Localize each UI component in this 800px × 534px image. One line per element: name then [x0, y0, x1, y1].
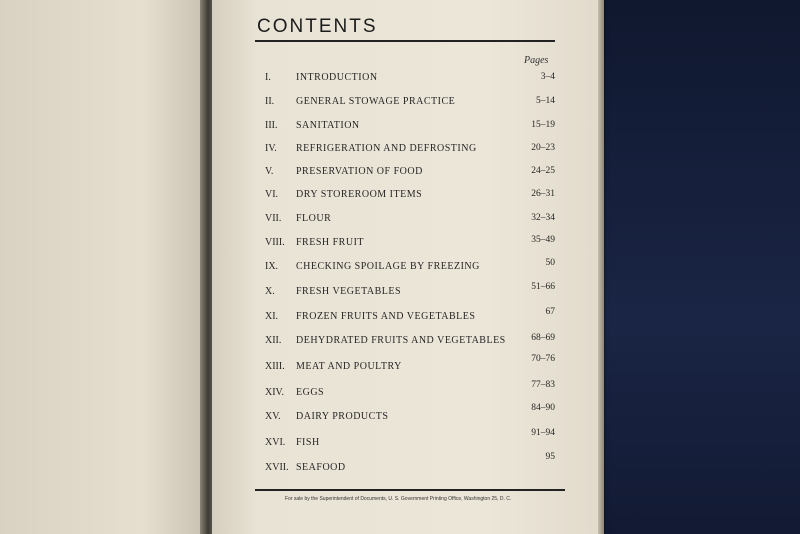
chapter-number: VI. — [265, 189, 279, 200]
chapter-number: XIII. — [265, 361, 285, 372]
chapter-title: SEAFOOD — [296, 462, 346, 473]
contents-title: CONTENTS — [257, 16, 378, 37]
chapter-title: INTRODUCTION — [296, 72, 378, 83]
chapter-number: XVII. — [265, 462, 289, 473]
pages-header: Pages — [524, 55, 549, 66]
toc-entry — [265, 120, 565, 136]
toc-entry — [265, 403, 565, 427]
page-range: 95 — [545, 452, 555, 462]
left-page — [0, 0, 205, 534]
page-range: 24–25 — [531, 166, 555, 176]
page-range: 91–94 — [531, 428, 555, 438]
toc-entry — [265, 380, 565, 403]
chapter-number: III. — [265, 120, 278, 131]
toc-entry — [265, 237, 565, 253]
page-range: 84–90 — [531, 403, 555, 413]
toc-entry — [265, 282, 565, 302]
chapter-number: VII. — [265, 213, 282, 224]
toc-entry — [265, 335, 565, 351]
toc-entry — [265, 143, 565, 159]
chapter-number: VIII. — [265, 237, 285, 248]
page-range: 51–66 — [531, 282, 555, 292]
chapter-title: EGGS — [296, 387, 325, 398]
chapter-title: FISH — [296, 437, 320, 448]
page-range: 50 — [545, 258, 555, 268]
page-range: 15–19 — [531, 120, 555, 130]
chapter-title: FRESH FRUIT — [296, 237, 365, 248]
page-range: 70–76 — [531, 354, 555, 364]
toc-entry — [265, 428, 565, 453]
chapter-title: DEHYDRATED FRUITS AND VEGETABLES — [296, 335, 506, 346]
chapter-number: XII. — [265, 335, 282, 346]
footer-note: For sale by the Superintendent of Documents, U. S. Government Printing Office, Washington 25, D. C. — [285, 496, 512, 502]
chapter-title: CHECKING SPOILAGE BY FREEZING — [296, 261, 480, 272]
chapter-number: IV. — [265, 143, 277, 154]
page-range: 26–31 — [531, 189, 555, 199]
chapter-number: X. — [265, 286, 275, 297]
chapter-title: FRESH VEGETABLES — [296, 286, 402, 297]
toc-entry — [265, 452, 565, 478]
page-range: 77–83 — [531, 380, 555, 390]
toc-entry — [265, 307, 565, 327]
toc-entry — [265, 213, 565, 229]
page-range: 32–34 — [531, 213, 555, 223]
page-range: 67 — [545, 307, 555, 317]
chapter-title: GENERAL STOWAGE PRACTICE — [296, 96, 456, 107]
chapter-number: IX. — [265, 261, 279, 272]
chapter-title: PRESERVATION OF FOOD — [296, 166, 423, 177]
chapter-title: DRY STOREROOM ITEMS — [296, 189, 423, 200]
toc-entry — [265, 189, 565, 205]
bottom-rule — [255, 489, 565, 491]
toc-entry — [265, 96, 565, 112]
title-rule — [255, 40, 555, 42]
chapter-title: FLOUR — [296, 213, 332, 224]
chapter-title: FROZEN FRUITS AND VEGETABLES — [296, 311, 476, 322]
page-range: 3–4 — [540, 72, 555, 82]
toc-entry — [265, 72, 565, 88]
chapter-number: XIV. — [265, 387, 284, 398]
chapter-title: REFRIGERATION AND DEFROSTING — [296, 143, 477, 154]
chapter-title: MEAT AND POULTRY — [296, 361, 402, 372]
chapter-number: V. — [265, 166, 274, 177]
chapter-number: II. — [265, 96, 275, 107]
page-range: 68–69 — [531, 333, 555, 343]
toc-entry — [265, 166, 565, 182]
chapter-number: XV. — [265, 411, 281, 422]
page-edge — [598, 0, 604, 534]
page-range: 20–23 — [531, 143, 555, 153]
page-range: 35–49 — [531, 235, 555, 245]
chapter-number: XI. — [265, 311, 279, 322]
chapter-number: XVI. — [265, 437, 286, 448]
chapter-number: I. — [265, 72, 271, 83]
toc-entry — [265, 354, 565, 377]
chapter-title: SANITATION — [296, 120, 360, 131]
chapter-title: DAIRY PRODUCTS — [296, 411, 389, 422]
toc-entry — [265, 258, 565, 277]
page-range: 5–14 — [536, 96, 555, 106]
